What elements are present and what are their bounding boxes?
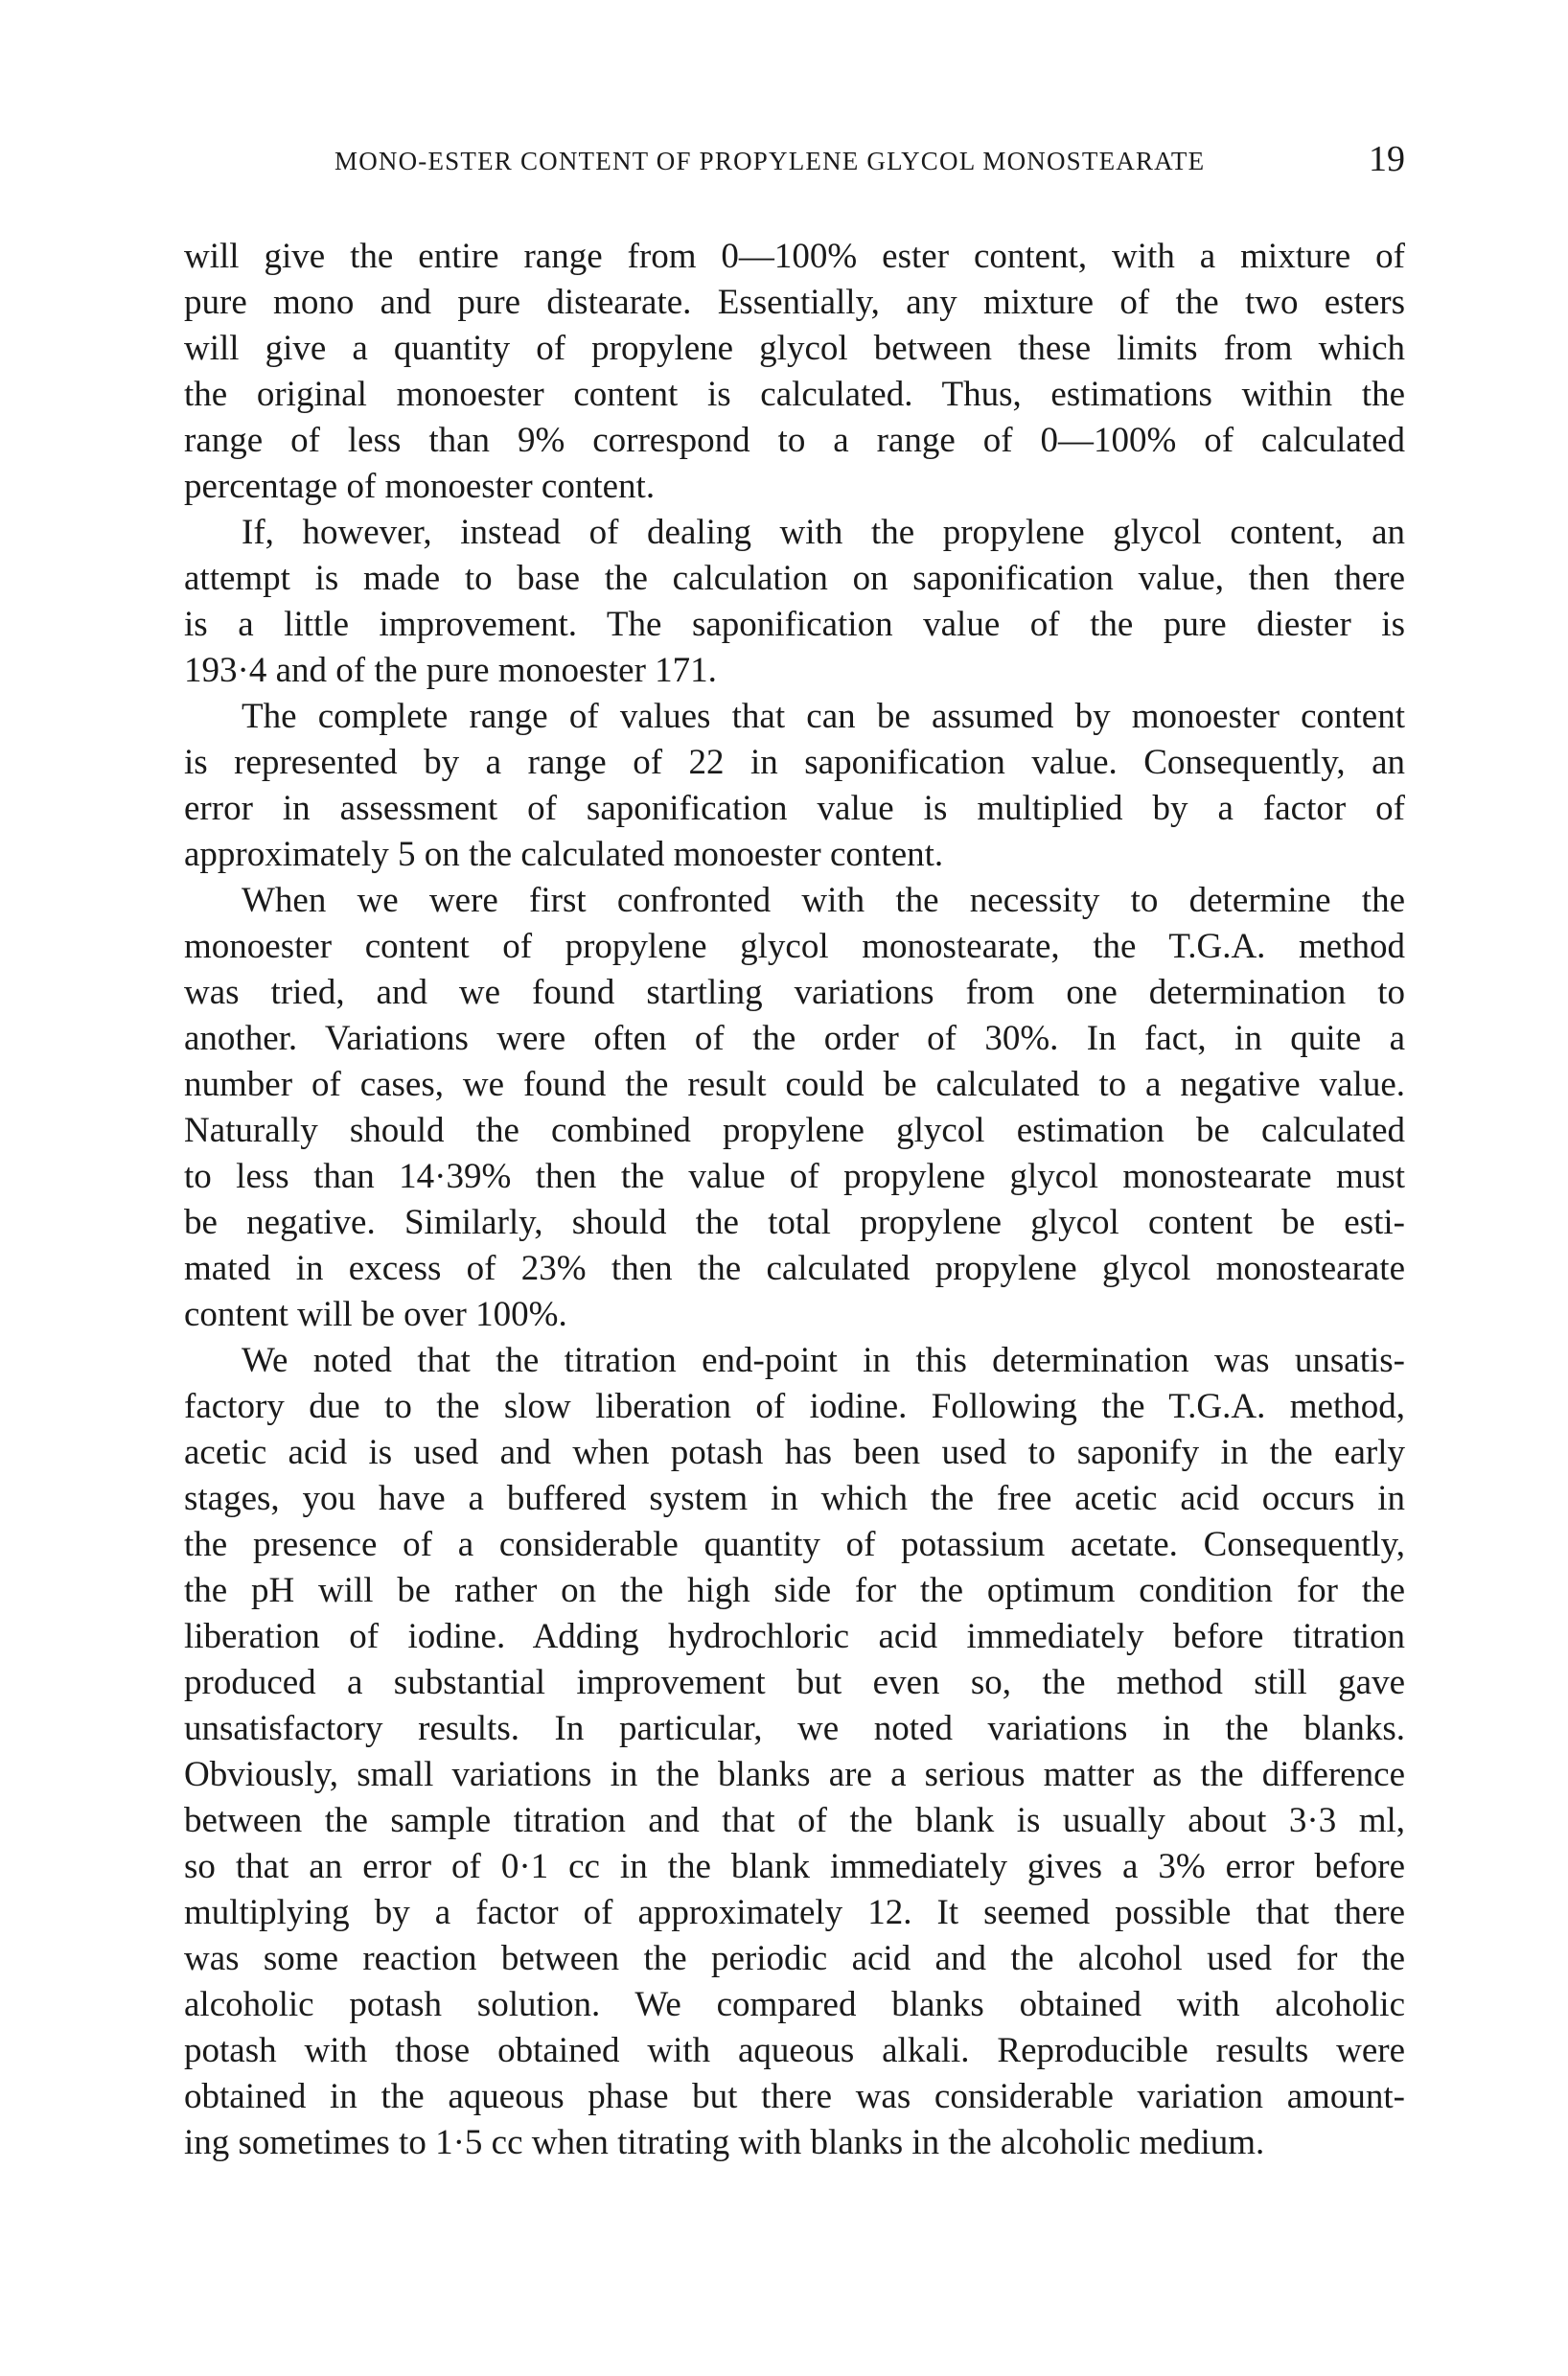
text-line: so that an error of 0·1 cc in the blank immediately gives a 3% error before — [184, 1847, 1405, 1886]
page-number: 19 — [1369, 139, 1405, 179]
text-line: stages, you have a buffered system in which the free acetic acid occurs in — [184, 1479, 1405, 1518]
text-line: ing sometimes to 1·5 cc when titrating with blanks in the alcoholic medium. — [184, 2123, 1265, 2162]
text-line: error in assessment of saponification value is multiplied by a factor of — [184, 789, 1405, 828]
text-line: is represented by a range of 22 in saponification value. Consequently, an — [184, 743, 1405, 782]
text-line: another. Variations were often of the order of 30%. In fact, in quite a — [184, 1019, 1405, 1058]
text-line: the original monoester content is calculated. Thus, estimations within the — [184, 375, 1405, 414]
text-line: Obviously, small variations in the blanks are a serious matter as the difference — [184, 1755, 1405, 1794]
text-line: If, however, instead of dealing with the propylene glycol content, an — [242, 513, 1405, 552]
text-line: the presence of a considerable quantity of potassium acetate. Consequently, — [184, 1525, 1405, 1564]
text-line: range of less than 9% correspond to a range of 0—100% of calculated — [184, 421, 1405, 460]
text-line: monoester content of propylene glycol monostearate, the T.G.A. method — [184, 927, 1405, 966]
text-line: pure mono and pure distearate. Essentially, any mixture of the two esters — [184, 283, 1405, 322]
paragraph — [184, 510, 1405, 694]
text-line: produced a substantial improvement but even so, the method still gave — [184, 1663, 1405, 1702]
text-line: The complete range of values that can be assumed by monoester content — [242, 697, 1405, 736]
text-line: 193·4 and of the pure monoester 171. — [184, 651, 717, 690]
text-line: multiplying by a factor of approximately 12. It seemed possible that there — [184, 1893, 1405, 1932]
text-line: number of cases, we found the result could be calculated to a negative value. — [184, 1065, 1405, 1104]
page-header — [184, 139, 1405, 180]
text-line: was tried, and we found startling variations from one determination to — [184, 973, 1405, 1012]
text-line: When we were first confronted with the necessity to determine the — [242, 881, 1405, 920]
text-line: was some reaction between the periodic acid and the alcohol used for the — [184, 1939, 1405, 1978]
text-line: mated in excess of 23% then the calculated propylene glycol monostearate — [184, 1249, 1405, 1288]
text-line: approximately 5 on the calculated monoester content. — [184, 835, 944, 874]
text-line: will give a quantity of propylene glycol between these limits from which — [184, 329, 1405, 368]
text-line: content will be over 100%. — [184, 1295, 567, 1334]
running-title: MONO-ESTER CONTENT OF PROPYLENE GLYCOL MONOSTEARATE — [334, 147, 1206, 175]
text-line: be negative. Similarly, should the total propylene glycol content be esti- — [184, 1203, 1405, 1242]
text-line: Naturally should the combined propylene glycol estimation be calculated — [184, 1111, 1405, 1150]
text-line: We noted that the titration end-point in this determination was unsatis- — [242, 1341, 1405, 1380]
paragraph — [184, 694, 1405, 878]
text-line: potash with those obtained with aqueous alkali. Reproducible results were — [184, 2031, 1405, 2070]
paragraph — [184, 234, 1405, 510]
text-line: attempt is made to base the calculation on saponification value, then there — [184, 559, 1405, 598]
paragraph — [184, 878, 1405, 1338]
text-line: percentage of monoester content. — [184, 467, 656, 506]
text-line: liberation of iodine. Adding hydrochloric acid immediately before titration — [184, 1617, 1405, 1656]
paragraph — [184, 1338, 1405, 2166]
text-line: acetic acid is used and when potash has been used to saponify in the early — [184, 1433, 1405, 1472]
text-line: will give the entire range from 0—100% ester content, with a mixture of — [184, 237, 1405, 276]
text-line: obtained in the aqueous phase but there was considerable variation amount- — [184, 2077, 1405, 2116]
text-line: is a little improvement. The saponification value of the pure diester is — [184, 605, 1405, 644]
text-line: between the sample titration and that of the blank is usually about 3·3 ml, — [184, 1801, 1405, 1840]
body-text — [184, 234, 1405, 2166]
text-line: unsatisfactory results. In particular, we noted variations in the blanks. — [184, 1709, 1405, 1748]
text-line: factory due to the slow liberation of iodine. Following the T.G.A. method, — [184, 1387, 1405, 1426]
text-line: the pH will be rather on the high side for the optimum condition for the — [184, 1571, 1405, 1610]
text-line: alcoholic potash solution. We compared blanks obtained with alcoholic — [184, 1985, 1405, 2024]
text-line: to less than 14·39% then the value of propylene glycol monostearate must — [184, 1157, 1405, 1196]
